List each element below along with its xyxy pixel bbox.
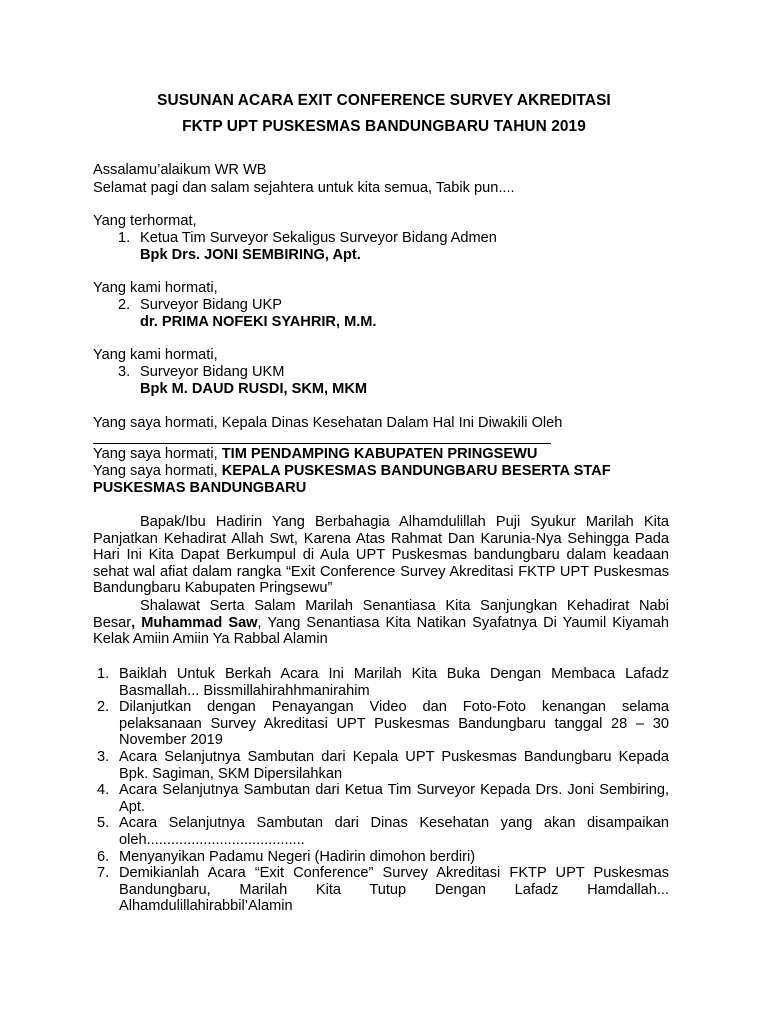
respect-kepala-puskesmas: Yang saya hormati, KEPALA PUSKESMAS BANDUNGBARU BESERTA STAF [93, 463, 611, 479]
document-title-line2: FKTP UPT PUSKESMAS BANDUNGBARU TAHUN 2019 [182, 118, 586, 135]
document-title-line1: SUSUNAN ACARA EXIT CONFERENCE SURVEY AKREDITASI [157, 92, 611, 109]
honorific-role-1: Ketua Tim Surveyor Sekaligus Surveyor Bidang Admen [140, 230, 497, 246]
honorific-role-3: Surveyor Bidang UKM [140, 364, 285, 380]
agenda-item: 2. Dilanjutkan dengan Penayangan Video dan Foto-Foto kenangan selama pelaksanaan Survey Akreditasi UPT Puskesmas Bandungbaru tanggal 28 – 30 November 2019 [97, 699, 669, 749]
greeting-welcome: Selamat pagi dan salam sejahtera untuk kita semua, Tabik pun.... [93, 180, 515, 196]
agenda-list [93, 666, 669, 915]
agenda-item: 6. Menyanyikan Padamu Negeri (Hadirin dimohon berdiri) [97, 848, 476, 865]
honorific-role-2: Surveyor Bidang UKP [140, 297, 282, 313]
agenda-item: 1. Baiklah Untuk Berkah Acara Ini Marilah Kita Buka Dengan Membaca Lafadz Basmallah... Bissmillahirahhmanirahim [97, 666, 669, 699]
honorific-number-3: 3. [118, 364, 131, 380]
honorific-intro-3: Yang kami hormati, [93, 347, 218, 363]
honorific-number-2: 2. [118, 297, 131, 313]
honorific-number-1: 1. [118, 230, 131, 246]
respect-kepala-puskesmas-cont: PUSKESMAS BANDUNGBARU [93, 480, 307, 496]
respect-dinas: Yang saya hormati, Kepala Dinas Kesehatan Dalam Hal Ini Diwakili Oleh [93, 415, 563, 431]
honorific-name-3: Bpk M. DAUD RUSDI, SKM, MKM [140, 381, 368, 397]
honorific-intro-2: Yang kami hormati, [93, 280, 218, 296]
honorific-name-1: Bpk Drs. JONI SEMBIRING, Apt. [140, 247, 361, 263]
agenda-item: 7. Demikianlah Acara “Exit Conference” Survey Akreditasi FKTP UPT Puskesmas Bandungbaru, Marilah Kita Tutup Dengan Lafadz Hamdallah... Alhamdulillahirabbil’Alamin [97, 865, 669, 915]
opening-paragraph-1: Bapak/Ibu Hadirin Yang Berbahagia Alhamdulillah Puji Syukur Marilah Kita Panjatkan Kehadirat Allah Swt, Karena Atas Rahmat Dan Karunia-Nya Sehingga Pada Hari Ini Kita Dapat Berkumpul di Aula UPT Puskesmas bandungbaru dalam keadaan sehat wal afiat dalam rangka “Exit Conference Survey Akreditasi FKTP UPT Puskesmas Bandungbaru Kabupaten Pringsewu” [93, 514, 669, 597]
honorific-intro-1: Yang terhormat, [93, 213, 197, 229]
blank-fill-line [93, 443, 551, 444]
agenda-item: 3. Acara Selanjutnya Sambutan dari Kepala UPT Puskesmas Bandungbaru Kepada Bpk. Sagiman, SKM Dipersilahkan [97, 748, 669, 782]
respect-tim-pendamping: Yang saya hormati, TIM PENDAMPING KABUPATEN PRINGSEWU [93, 446, 538, 462]
agenda-item: 5. Acara Selanjutnya Sambutan dari Dinas Kesehatan yang akan disampaikan oleh....................................... [97, 815, 669, 848]
honorific-name-2: dr. PRIMA NOFEKI SYAHRIR, M.M. [140, 314, 377, 330]
opening-paragraph-2: Shalawat Serta Salam Marilah Senantiasa Kita Sanjungkan Kehadirat Nabi Besar, Muhammad Saw, Yang Senantiasa Kita Natikan Syafatnya Di Yaumil Kiyamah Kelak Amiin Amiin Ya Rabbal Alamin [93, 598, 670, 648]
greeting-salam: Assalamu’alaikum WR WB [93, 162, 267, 178]
agenda-item: 4. Acara Selanjutnya Sambutan dari Ketua Tim Surveyor Kepada Drs. Joni Sembiring, Apt. [97, 782, 669, 815]
